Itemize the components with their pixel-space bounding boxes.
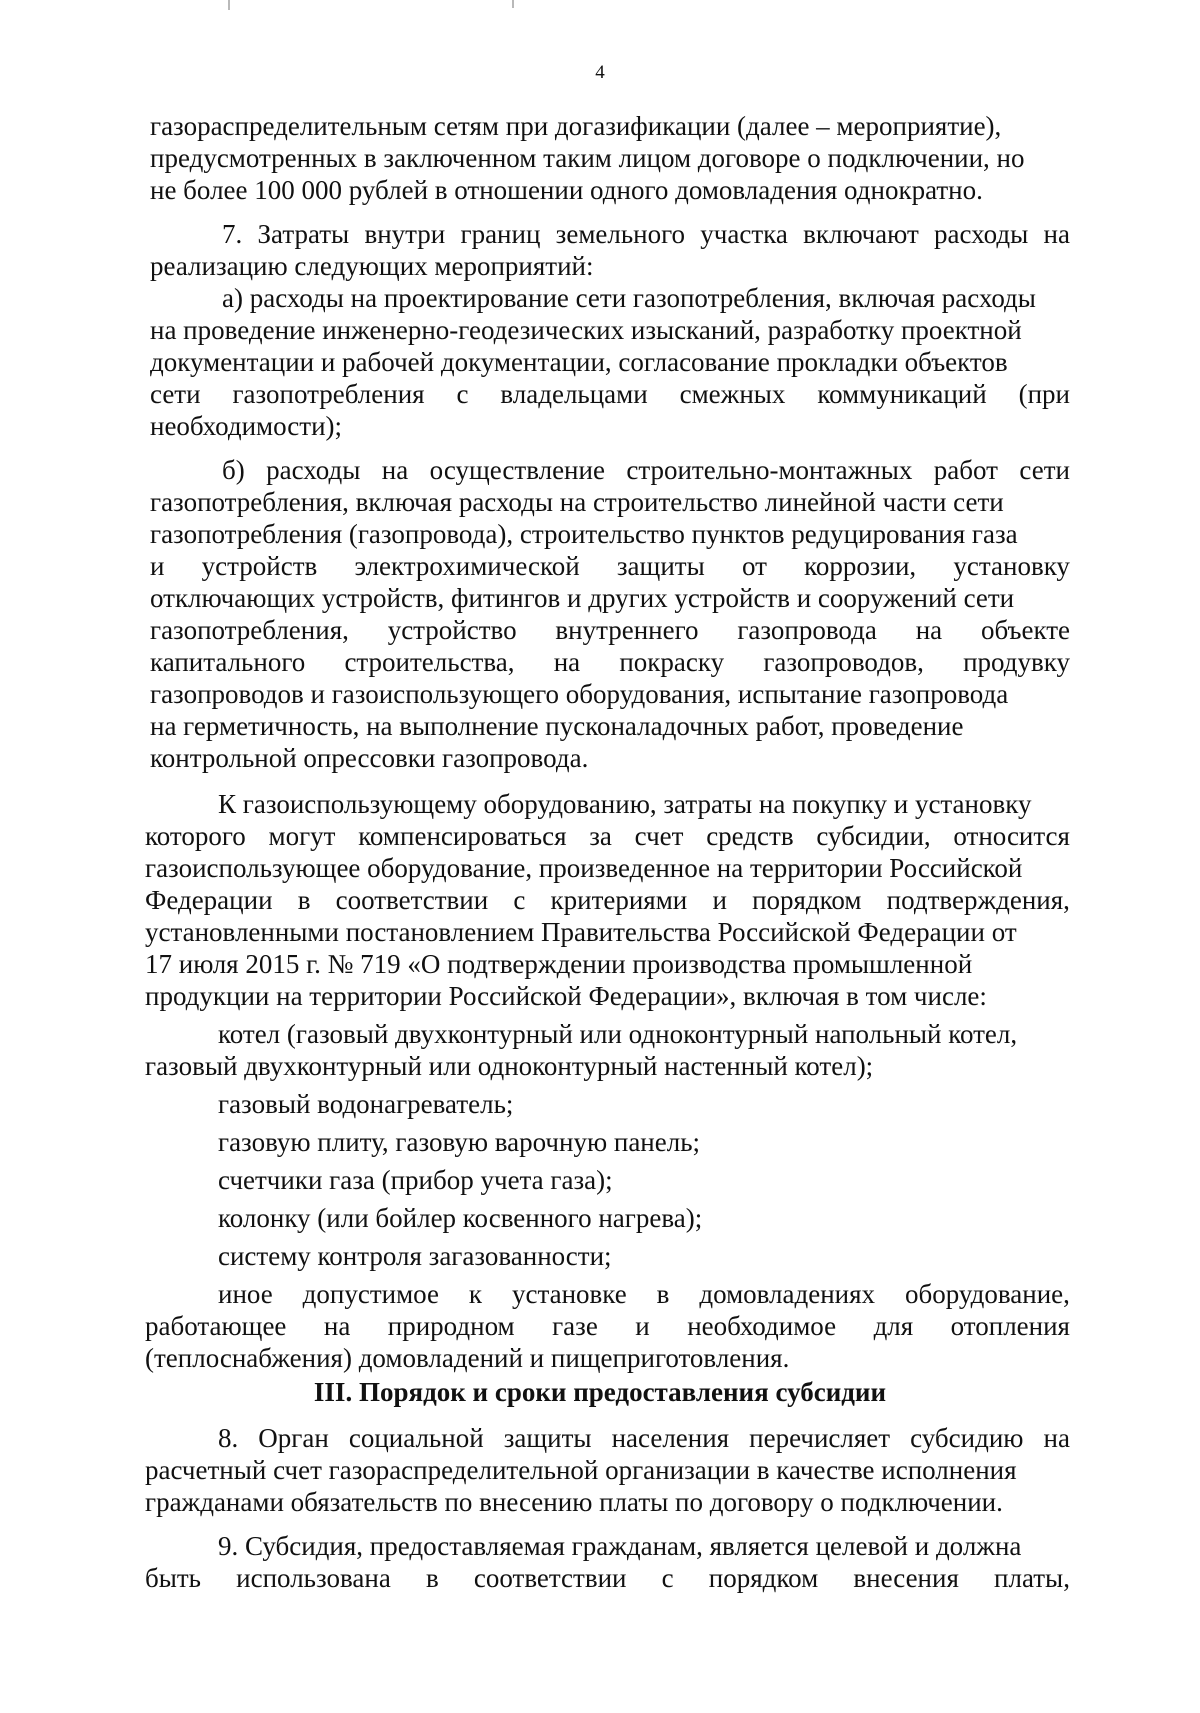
text-line: газопотребления, устройство внутреннего газопровода на объекте: [150, 615, 1070, 645]
text-line: капитального строительства, на покраску газопроводов, продувку: [150, 647, 1070, 677]
text-line: отключающих устройств, фитингов и других устройств и сооружений сети: [150, 583, 1015, 613]
text-line: систему контроля загазованности;: [218, 1241, 612, 1271]
text-line: 8. Орган социальной защиты населения перечисляет субсидию на: [218, 1423, 1070, 1453]
text-line: газовый двухконтурный или одноконтурный настенный котел);: [145, 1051, 874, 1081]
text-line: необходимости);: [150, 411, 343, 441]
text-line: работающее на природном газе и необходимое для отопления: [145, 1311, 1070, 1341]
text-line: газопотребления, включая расходы на строительство линейной части сети: [150, 487, 1004, 517]
text-line: газоиспользующее оборудование, произведенное на территории Российской: [145, 853, 1023, 883]
section-heading: III. Порядок и сроки предоставления субсидии: [313, 1377, 887, 1407]
text-line: которого могут компенсироваться за счет средств субсидии, относится: [145, 821, 1070, 851]
text-line: быть использована в соответствии с порядком внесения платы,: [145, 1563, 1070, 1593]
text-line: не более 100 000 рублей в отношении одного домовладения однократно.: [150, 175, 983, 205]
text-line: К газоиспользующему оборудованию, затраты на покупку и установку: [218, 789, 1032, 819]
text-line: а) расходы на проектирование сети газопотребления, включая расходы: [222, 283, 1036, 313]
text-line: газовый водонагреватель;: [218, 1089, 514, 1119]
text-line: реализацию следующих мероприятий:: [150, 251, 594, 281]
text-line: на проведение инженерно-геодезических изысканий, разработку проектной: [150, 315, 1022, 345]
text-line: газопотребления (газопровода), строительство пунктов редуцирования газа: [150, 519, 1018, 549]
text-line: котел (газовый двухконтурный или одноконтурный напольный котел,: [218, 1019, 1018, 1049]
text-line: 7. Затраты внутри границ земельного участка включают расходы на: [222, 219, 1070, 249]
page-number: 4: [595, 62, 605, 83]
scan-edge-mark: [228, 0, 230, 10]
text-line: газовую плиту, газовую варочную панель;: [218, 1127, 701, 1157]
text-line: продукции на территории Российской Федерации», включая в том числе:: [145, 981, 987, 1011]
text-line: (теплоснабжения) домовладений и пищеприготовления.: [145, 1343, 790, 1373]
text-line: расчетный счет газораспределительной организации в качестве исполнения: [145, 1455, 1017, 1485]
text-line: газораспределительным сетям при догазификации (далее – мероприятие),: [150, 111, 1002, 141]
text-line: Федерации в соответствии с критериями и порядком подтверждения,: [145, 885, 1070, 915]
text-line: документации и рабочей документации, согласование прокладки объектов: [150, 347, 1008, 377]
text-line: 9. Субсидия, предоставляемая гражданам, является целевой и должна: [218, 1531, 1022, 1561]
text-line: колонку (или бойлер косвенного нагрева);: [218, 1203, 703, 1233]
text-line: иное допустимое к установке в домовладениях оборудование,: [218, 1279, 1070, 1309]
text-line: сети газопотребления с владельцами смежных коммуникаций (при: [150, 379, 1070, 409]
scan-edge-mark: [512, 0, 514, 8]
text-line: предусмотренных в заключенном таким лицом договоре о подключении, но: [150, 143, 1025, 173]
text-line: б) расходы на осуществление строительно-монтажных работ сети: [222, 455, 1070, 485]
text-line: 17 июля 2015 г. № 719 «О подтверждении производства промышленной: [145, 949, 973, 979]
text-line: установленными постановлением Правительства Российской Федерации от: [145, 917, 1017, 947]
text-line: гражданами обязательств по внесению платы по договору о подключении.: [145, 1487, 1003, 1517]
text-line: на герметичность, на выполнение пусконаладочных работ, проведение: [150, 711, 964, 741]
text-line: счетчики газа (прибор учета газа);: [218, 1165, 613, 1195]
text-line: газопроводов и газоиспользующего оборудования, испытание газопровода: [150, 679, 1009, 709]
text-line: и устройств электрохимической защиты от коррозии, установку: [150, 551, 1070, 581]
text-line: контрольной опрессовки газопровода.: [150, 743, 589, 773]
